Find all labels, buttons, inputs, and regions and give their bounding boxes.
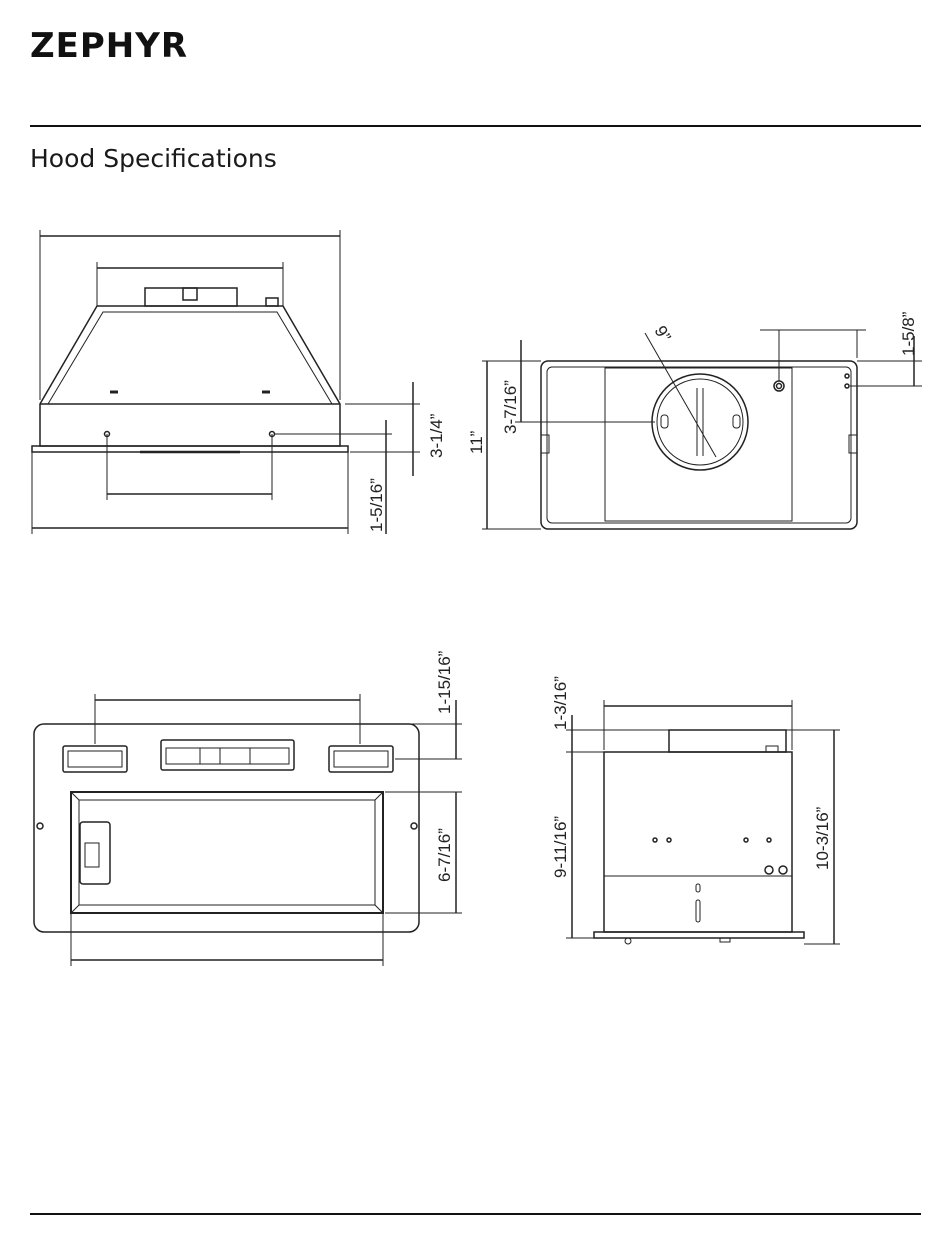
bottom-dim-6-7-16: 6-7/16”	[435, 828, 454, 882]
front-view-drawing	[32, 230, 420, 534]
front-dim-3-1-4: 3-1/4”	[427, 413, 446, 458]
brand-logo: ZEPHYR	[30, 26, 189, 66]
top-dim-11: 11”	[467, 430, 486, 454]
bottom-view-drawing	[34, 694, 462, 966]
top-dim-1-5-8: 1-5/8”	[899, 311, 918, 356]
top-dim-9: 9”	[650, 322, 675, 346]
top-dim-3-7-16: 3-7/16”	[501, 380, 520, 434]
side-dim-1-3-16: 1-3/16”	[551, 676, 570, 730]
side-dim-10-3-16: 10-3/16”	[813, 806, 832, 870]
side-dim-9-11-16: 9-11/16”	[551, 815, 570, 878]
bottom-dim-1-15-16: 1-15/16”	[435, 650, 454, 714]
top-view-drawing	[482, 330, 922, 529]
front-dim-1-5-16: 1-5/16”	[367, 478, 386, 532]
side-view-drawing	[566, 700, 840, 944]
page-title: Hood Specifications	[30, 144, 277, 173]
